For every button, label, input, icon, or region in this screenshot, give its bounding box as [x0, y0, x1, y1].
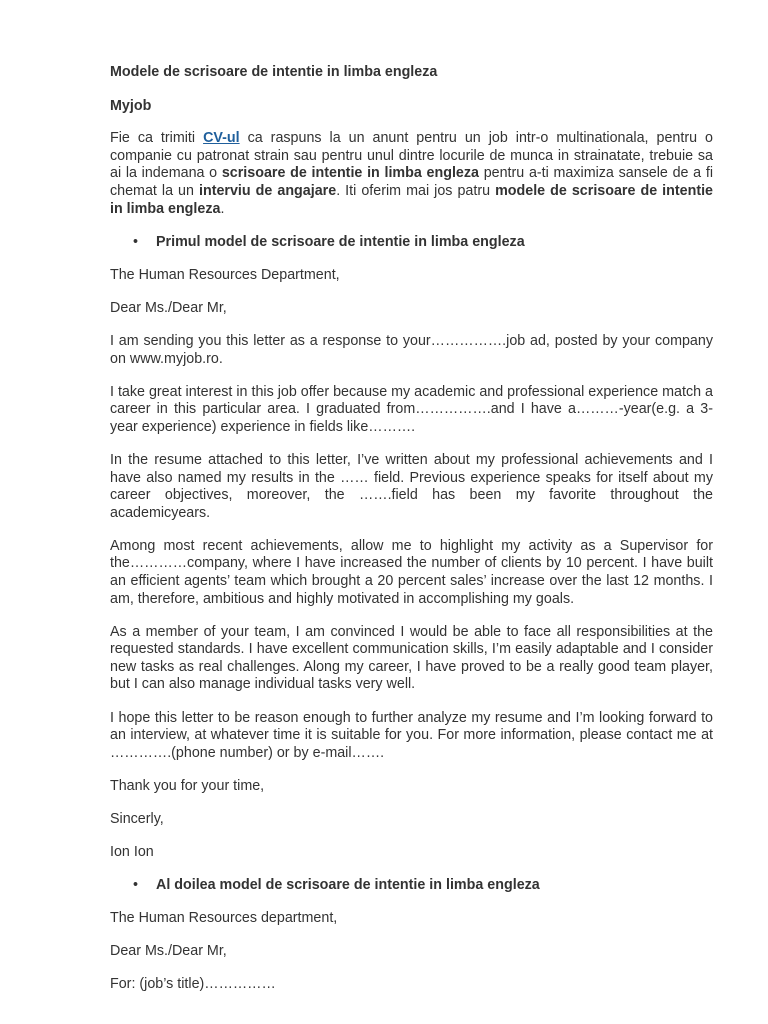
bullet-heading-1-text: Primul model de scrisoare de intentie in limba engleza [156, 233, 525, 250]
document-page [110, 64, 713, 1009]
letter1-paragraph-5: As a member of your team, I am convinced I would be able to face all responsibilities at the requested standards. I have excellent communication skills, I’m easily adaptable and I consider new tasks as real challenges. Along my career, I have proved to be a really good team player, but I can also manage individual tasks very well. [110, 623, 713, 693]
letter1-recipient: The Human Resources Department, [110, 266, 340, 283]
intro-text-4: . Iti oferim mai jos patru [336, 182, 496, 199]
letter1-signature: Ion Ion [110, 844, 154, 860]
letter1-paragraph-1: I am sending you this letter as a response to your…………….job ad, posted by your company on www.myjob.ro. [110, 332, 713, 367]
document-subtitle: Myjob [110, 97, 152, 114]
bullet-dot-icon: • [133, 233, 139, 250]
intro-text-5: . [220, 200, 225, 217]
letter1-greeting: Dear Ms./Dear Mr, [110, 299, 227, 316]
intro-paragraph [110, 130, 713, 218]
letter2-for-line: For: (job’s title)…………… [110, 976, 276, 993]
intro-bold-1: scrisoare de intentie in limba engleza [221, 165, 479, 182]
letter1-paragraph-2: I take great interest in this job offer because my academic and professional experience match a career in this particular area. I graduated from…………….and I have a………-year(e.g. a 3-year experience) experience in fields like………. [110, 383, 713, 435]
letter2-greeting: Dear Ms./Dear Mr, [110, 943, 227, 960]
cv-link[interactable]: CV-ul [203, 130, 240, 147]
intro-text-3: pentru a-ti maximiza sansele de a fi chemat la un [110, 165, 713, 199]
letter2-recipient: The Human Resources department, [110, 910, 338, 927]
letter1-paragraph-3: In the resume attached to this letter, I’ve written about my professional achievements and I have also named my results in the …… field. Previous experience speaks for itself about my career objectives, moreover, the …….field has been my favorite throughout the academicyears. [110, 451, 713, 521]
letter1-paragraph-4: Among most recent achievements, allow me to highlight my activity as a Supervisor for the…………company, where I have increased the number of clients by 10 percent. I have built an efficient agents’ team which brought a 20 percent sales’ increase over the last 12 months. I am, therefore, ambitious and highly motivated in accomplishing my goals. [110, 537, 713, 607]
intro-text-2: ca raspuns la un anunt pentru un job intr-o multinationala, pentru o companie cu patronat strain sau pentru unul dintre locurile de munca in strainatate, trebuie sa ai la indemana o [110, 130, 713, 182]
letter1-closing: Sincerly, [110, 810, 164, 827]
intro-bold-2: interviu de angajare [199, 182, 337, 199]
letter1-thanks: Thank you for your time, [110, 777, 265, 794]
bullet-heading-1 [110, 234, 713, 252]
letter1-paragraph-6: I hope this letter to be reason enough to further analyze my resume and I’m looking forward to an interview, at whatever time it is suitable for you. For more information, please contact me at ………….(phone number) or by e-mail……. [110, 709, 713, 761]
intro-bold-3: modele de scrisoare de intentie in limba engleza [110, 182, 714, 217]
document-title: Modele de scrisoare de intentie in limba engleza [110, 64, 438, 80]
intro-text-1: Fie ca trimiti [110, 130, 204, 147]
bullet-heading-2-text: Al doilea model de scrisoare de intentie in limba engleza [156, 877, 540, 894]
bullet-dot-icon: • [133, 877, 139, 894]
bullet-heading-2 [110, 877, 713, 895]
